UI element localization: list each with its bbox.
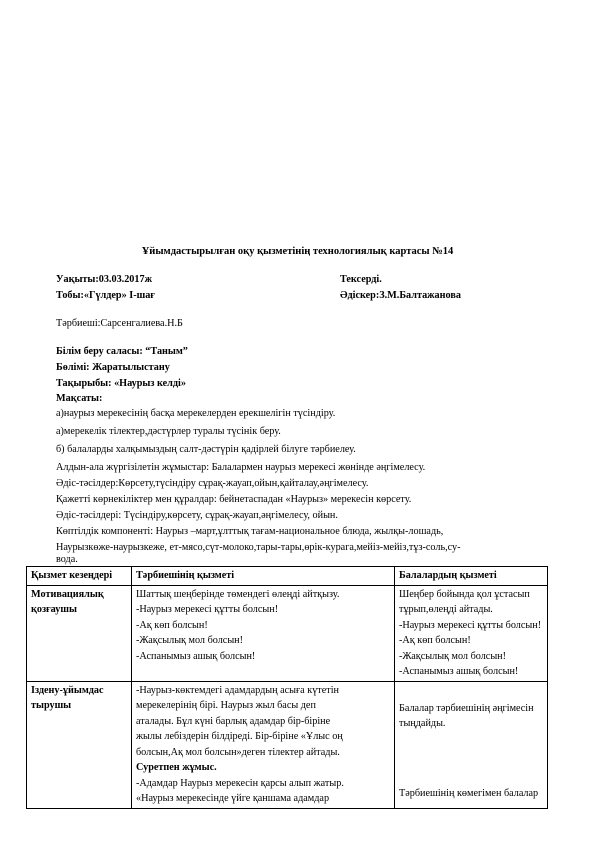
stage-text: қозғаушы [31,604,77,615]
prework-line: Алдын-ала жүргізілетін жұмыстар: Балалармен наурыз мерекесі жөнінде әңгімелесу. [56,462,426,473]
teacher-cell [132,585,395,681]
teacher-text: аталады. Бұл күні барлық адамдар бір-біріне [136,715,331,727]
table-row [27,681,548,808]
spacer [399,683,543,701]
children-text: тұрып,өлеңді айтады. [399,604,493,615]
stage-text: тырушы [31,700,72,711]
teacher-text: -Жақсылық мол болсын! [136,635,244,646]
stage-text: Мотивациялық [31,588,104,600]
header-children: Балалардың қызметі [395,567,548,586]
bilingual-line-3: вода. [56,554,78,565]
children-text: -Наурыз мерекесі құтты болсын! [399,619,542,631]
children-cell [395,585,548,681]
methods-line-1: Әдіс-тәсілдер:Көрсету,түсіндіру сұрақ-жауап,ойын,қайталау,әңгімелесу. [56,478,369,489]
teacher-text: -Адамдар Наурыз мерекесін қарсы алып жатыр. [136,777,344,789]
teacher-text: жылы лебіздерін білдіреді. Бір-біріне «Ұлыс оң [136,731,343,742]
bilingual-line-1: Көптiлдiк компоненті: Наурыз –март,ұлттық тағам-национальное блюда, жылқы-лошадь, [56,526,444,537]
date-line: Уақыты:03.03.2017ж [56,274,152,285]
teacher-line: Тәрбиеші:Сарсенгалиева.Н.Б [56,318,183,329]
goal-a1: а)наурыз мерекесінің басқа мерекелерден ерекшелігін түсіндіру. [56,408,336,419]
children-text: -Аспанымыз ашық болсын! [399,666,519,677]
table-header-row [27,567,548,586]
checked-label: Тексерді. [340,274,382,285]
stage-cell [27,585,132,681]
group-line: Тобы:«Гүлдер» I-шағ [56,290,155,301]
children-text: Тәрбиешінің көмегімен балалар [399,787,539,799]
methodist-line: Әдіскер:З.М.Балтажанова [340,290,461,301]
stage-cell [27,681,132,808]
stage-text: Іздену-ұйымдас [31,684,104,696]
spacer [399,768,543,786]
teacher-text: «Наурыз мерекесінде үйге қаншама адамдар [136,793,330,804]
methods-line-2: Әдіс-тәсілдері: Түсіндіру,көрсету, сұрақ-жауап,әңгімелесу, ойын. [56,510,338,521]
spacer [399,732,543,750]
teacher-text: мерекелерінің бірі. Наурыз жыл басы деп [136,700,316,711]
teacher-text: -Наурыз мерекесі құтты болсын! [136,604,279,615]
area-line: Білім беру саласы: “Таным” [56,346,188,357]
goal-a2: а)мерекелік тілектер,дәстүрлер туралы түсінік беру. [56,426,281,437]
teacher-subheading: Суретпен жұмыс. [136,762,217,773]
goal-b: б) балаларды халқымыздың салт-дәстүрін қадірлей білуге тәрбиелеу. [56,444,356,455]
children-text: Балалар тәрбиешінің әңгімесін [399,702,534,714]
teacher-text: болсын,Ақ мол болсын»деген тілектер айтады. [136,746,340,758]
children-text: Шеңбер бойында қол ұстасып [399,588,530,600]
bilingual-line-2: Наурызкөже-наурызкеже, ет-мясо,сүт-молоко,тары-тары,өрік-курага,мейіз-мейіз,тұз-соль,су- [56,542,461,553]
teacher-cell [132,681,395,808]
visuals-line: Қажетті көрнекiлiктер мен құралдар: бейнетаспадан «Наурыз» мерекесiн көрсету. [56,494,412,505]
topic-line: Тақырыбы: «Наурыз келді» [56,378,186,389]
activity-table [26,566,548,809]
children-text: -Жақсылық мол болсын! [399,650,507,662]
goals-label: Мақсаты: [56,393,103,404]
header-stages: Қызмет кезеңдері [27,567,132,586]
spacer [399,750,543,768]
table-row [27,585,548,681]
teacher-text: -Аспанымыз ашық болсын! [136,650,256,662]
document-title: Ұйымдастырылған оқу қызметінің технологиялық картасы №14 [141,246,454,257]
teacher-text: -Наурыз-көктемдегі адамдардың асыға күтетін [136,684,339,696]
children-text: тыңдайды. [399,718,446,729]
teacher-text: Шаттық шеңберінде төмендегі өлеңді айтқызу. [136,588,340,600]
header-teacher: Тәрбиешінің қызметі [132,567,395,586]
section-line: Бөлімі: Жаратылыстану [56,362,170,373]
children-cell [395,681,548,808]
teacher-text: -Ақ көп болсын! [136,619,208,631]
children-text: -Ақ көп болсын! [399,635,471,646]
